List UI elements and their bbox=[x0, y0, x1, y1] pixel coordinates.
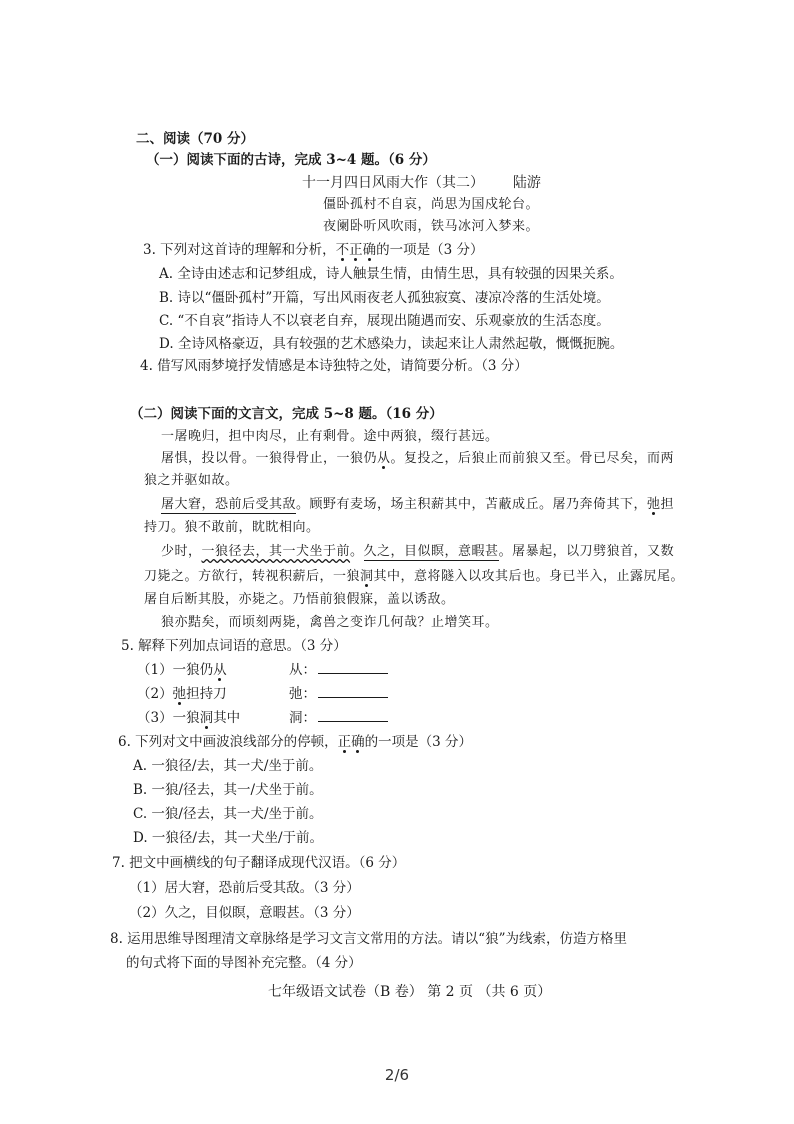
item-number: （2） bbox=[137, 686, 173, 702]
underlined-sentence: 屠大窘，恐前后受其敌 bbox=[161, 497, 297, 512]
passage-text: 。复投之，后狼止而前狼又至。骨已尽矣，而两 bbox=[390, 451, 675, 466]
part1-header: （一）阅读下面的古诗，完成 3~4 题。（6 分） bbox=[146, 152, 436, 168]
answer-blank[interactable] bbox=[318, 709, 388, 722]
item-number: （3） bbox=[137, 710, 173, 726]
question-6-stem-text: 6. 下列对文中画波浪线部分的停顿， bbox=[118, 734, 338, 750]
passage-text: 。顾野有麦场，场主积薪其中，苫蔽成丘。屠乃奔倚其下， bbox=[296, 497, 648, 512]
question-3-stem-tail: 的一项是（3 分） bbox=[376, 242, 484, 258]
question-7-item-1: （1）居大窘，恐前后受其敌。（3 分） bbox=[129, 880, 360, 896]
emphasis-char: 弛 bbox=[647, 497, 661, 512]
wavy-underlined-sentence: 一狼径去，其一犬坐于前 bbox=[201, 544, 351, 559]
passage-p4-line2 bbox=[144, 567, 684, 587]
emphasis-char: 正 bbox=[337, 734, 352, 750]
passage-text: 刀毙之。方欲行，转视积薪后，一狼 bbox=[144, 569, 361, 584]
question-6-option-c: C. 一狼/径去，其一犬/坐于前。 bbox=[133, 806, 323, 822]
question-6-option-a: A. 一狼径/去，其一犬/坐于前。 bbox=[133, 758, 323, 774]
question-5-item-1 bbox=[137, 660, 227, 680]
emphasis-char: 正 bbox=[349, 242, 363, 258]
emphasis-char: 确 bbox=[362, 242, 377, 258]
question-4: 4. 借写风雨梦境抒发情感是本诗独特之处，请简要分析。（3 分） bbox=[140, 358, 528, 374]
question-5-answer-2 bbox=[289, 684, 388, 704]
question-5-answer-1 bbox=[289, 660, 388, 680]
passage-p4-line1 bbox=[161, 542, 674, 562]
passage-text: 。 bbox=[350, 544, 364, 559]
page-indicator: 2/6 bbox=[384, 1066, 410, 1084]
question-3-stem-text: 3. 下列对这首诗的理解和分析， bbox=[143, 242, 336, 258]
passage-p2-line2: 狼之并驱如故。 bbox=[144, 473, 239, 488]
passage-text: 担 bbox=[660, 497, 675, 512]
item-number: （1） bbox=[137, 662, 173, 678]
underlined-sentence: 久之，目似瞑，意暇甚 bbox=[363, 544, 499, 559]
passage-text: 其中，意将隧入以攻其后也。身已半入，止露尻尾。 bbox=[373, 569, 685, 584]
question-5-item-2 bbox=[137, 684, 227, 704]
poem-line: 僵卧孤村不自哀，尚思为国戍轮台。 bbox=[323, 197, 540, 212]
poem-title-line bbox=[302, 173, 541, 193]
answer-label: 弛： bbox=[289, 686, 316, 702]
passage-p4-line3: 屠自后断其股，亦毙之。乃悟前狼假寐，盖以诱敌。 bbox=[144, 592, 455, 607]
item-text: 担持刀 bbox=[186, 686, 227, 702]
item-text: 一狼仍 bbox=[172, 662, 214, 678]
passage-p3-line1 bbox=[161, 495, 674, 515]
poem-line: 夜阑卧听风吹雨，铁马冰河入梦来。 bbox=[323, 219, 540, 234]
question-6-stem-tail: 的一项是（3 分） bbox=[364, 734, 473, 750]
passage-p5: 狼亦黠矣，而顷刻两毙，禽兽之变诈几何哉？止增笑耳。 bbox=[161, 615, 499, 630]
emphasis-char: 从 bbox=[377, 451, 391, 466]
answer-label: 洞： bbox=[289, 710, 316, 726]
passage-text: 。屠暴起，以刀劈狼首，又数 bbox=[498, 544, 675, 559]
question-8-line2: 的句式将下面的导图补充完整。（4 分） bbox=[126, 955, 362, 971]
question-8-line1: 8. 运用思维导图理清文章脉络是学习文言文常用的方法。请以“狼”为线索，仿造方格里 bbox=[110, 931, 627, 947]
passage-p2-line1 bbox=[161, 449, 674, 469]
emphasis-char: 确 bbox=[351, 734, 365, 750]
passage-p1: 一屠晚归，担中肉尽，止有剩骨。途中两狼，缀行甚远。 bbox=[161, 429, 499, 444]
question-6-option-b: B. 一狼/径去，其一/犬坐于前。 bbox=[133, 782, 323, 798]
passage-text: 屠惧，投以骨。一狼得骨止，一狼仍 bbox=[161, 451, 378, 466]
emphasis-char: 从 bbox=[213, 662, 227, 678]
question-6-option-d: D. 一狼径/去，其一犬坐/于前。 bbox=[133, 830, 324, 846]
question-7-stem: 7. 把文中画横线的句子翻译成现代汉语。（6 分） bbox=[112, 855, 406, 871]
question-3-stem bbox=[143, 240, 484, 260]
item-text: 其中 bbox=[213, 710, 241, 726]
emphasis-char: 不 bbox=[335, 242, 350, 258]
answer-blank[interactable] bbox=[318, 661, 388, 674]
answer-blank[interactable] bbox=[318, 685, 388, 698]
emphasis-char: 洞 bbox=[360, 569, 374, 584]
question-5-stem: 5. 解释下列加点词语的意思。（3 分） bbox=[121, 638, 347, 654]
question-6-stem bbox=[118, 732, 472, 752]
question-5-answer-3 bbox=[289, 708, 388, 728]
question-5-item-3 bbox=[137, 708, 240, 728]
answer-label: 从： bbox=[289, 662, 316, 678]
passage-p3-line2: 持刀。狼不敢前，眈眈相向。 bbox=[144, 520, 320, 535]
emphasis-char: 洞 bbox=[199, 710, 214, 726]
passage-text: 少时， bbox=[161, 544, 202, 559]
question-3-option-c: C. “不自哀”指诗人不以衰老自弃，展现出随遇而安、乐观豪放的生活态度。 bbox=[159, 313, 610, 329]
poem-author: 陆游 bbox=[512, 175, 541, 191]
question-3-option-d: D. 全诗风格豪迈，具有较强的艺术感染力，读起来让人肃然起敬，慨慨扼腕。 bbox=[159, 336, 624, 352]
question-3-option-b: B. 诗以“僵卧孤村”开篇，写出风雨夜老人孤独寂寞、凄凉冷落的生活处境。 bbox=[159, 290, 610, 306]
poem-title: 十一月四日风雨大作（其二） bbox=[302, 175, 484, 191]
question-3-option-a: A. 全诗由述志和记梦组成，诗人触景生情，由情生思，具有较强的因果关系。 bbox=[159, 266, 623, 282]
part2-header: （二）阅读下面的文言文，完成 5~8 题。（16 分） bbox=[130, 406, 443, 422]
question-7-item-2: （2）久之，目似瞑，意暇甚。（3 分） bbox=[129, 905, 360, 921]
page-footer: 七年级语文试卷（B 卷） 第 2 页 （共 6 页） bbox=[268, 984, 552, 1000]
section-title: 二、阅读（70 分） bbox=[136, 131, 254, 147]
item-text: 一狼 bbox=[172, 710, 200, 726]
emphasis-char: 弛 bbox=[172, 686, 187, 702]
